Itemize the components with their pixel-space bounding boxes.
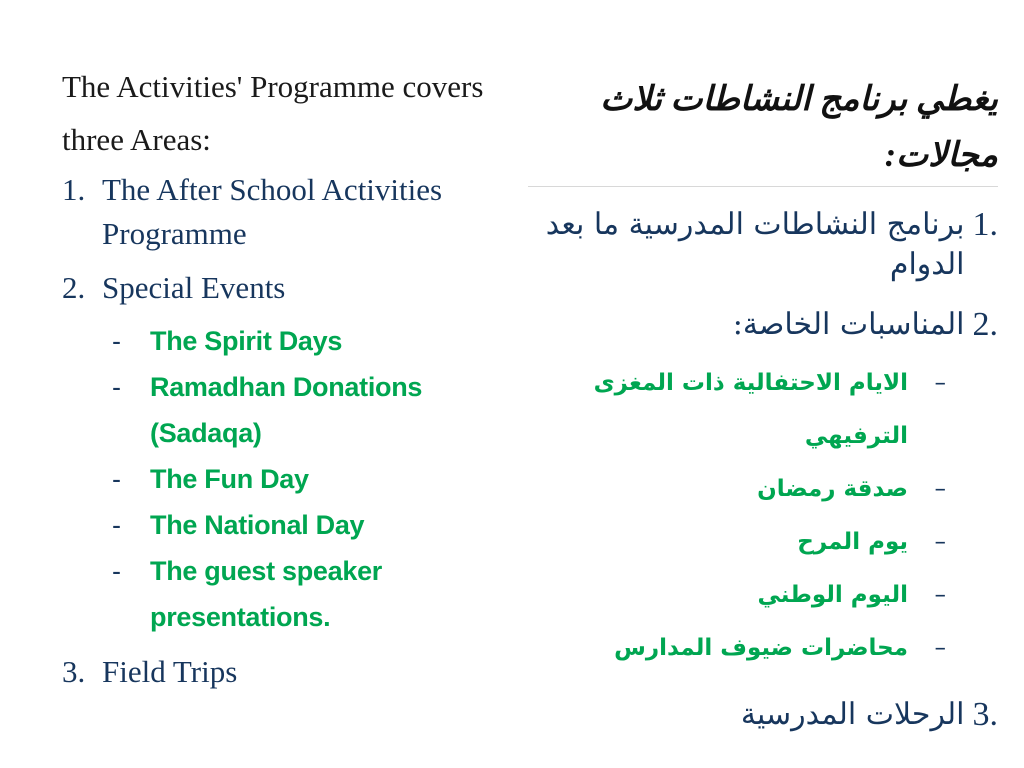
english-intro: The Activities' Programme covers three Areas: [62,69,484,157]
list-item [62,364,532,456]
sub-item-text: The Fun Day [150,464,309,494]
arabic-title: يغطي برنامج النشاطات ثلاث مجالات: [528,72,998,187]
english-item-3 [62,650,532,694]
bullet-dash: - [112,556,121,586]
sub-item-text: يوم المرح [797,529,908,555]
list-item [62,502,532,548]
list-item [62,456,532,502]
bullet-dash: – [934,529,946,555]
item-text: برنامج النشاطات المدرسية ما بعد الدوام [545,207,965,282]
item-number: 1. [62,172,86,207]
english-item-1 [62,168,532,256]
bullet-dash: - [112,464,121,494]
bullet-dash: - [112,372,121,402]
bullet-dash: – [934,370,946,396]
list-item [62,318,532,364]
list-item [62,548,532,640]
bullet-dash: - [112,510,121,540]
arabic-item-2 [528,305,998,345]
list-item [528,516,998,569]
sub-item-text: Ramadhan Donations (Sadaqa) [150,372,423,448]
english-sub-list [62,318,532,640]
list-item [528,357,998,463]
item-text: المناسبات الخاصة: [732,307,965,342]
item-number: 1. [972,206,998,243]
sub-item-text: صدقة رمضان [757,476,908,502]
sub-item-text: The National Day [150,510,365,540]
item-text: Field Trips [102,654,238,689]
english-column [62,60,532,694]
list-item [528,463,998,516]
item-text: Special Events [102,270,286,305]
bullet-dash: – [934,582,946,608]
english-item-2 [62,266,532,310]
bullet-dash: – [934,476,946,502]
item-number: 3. [972,696,998,733]
sub-item-text: محاضرات ضيوف المدارس [614,635,908,661]
arabic-item-1 [528,205,998,285]
arabic-item-3 [528,695,998,735]
sub-item-text: The Spirit Days [150,326,343,356]
item-number: 2. [972,306,998,343]
list-item [528,569,998,622]
list-item [528,622,998,675]
sub-item-text: The guest speaker presentations. [150,556,382,632]
item-text: The After School Activities Programme [102,172,443,251]
bullet-dash: – [934,635,946,661]
arabic-column [528,72,998,735]
sub-item-text: الايام الاحتفالية ذات المغزى الترفيهي [593,370,908,449]
item-number: 2. [62,270,86,305]
item-number: 3. [62,654,86,689]
arabic-sub-list [528,357,998,675]
bullet-dash: - [112,326,121,356]
item-text: الرحلات المدرسية [740,697,965,732]
sub-item-text: اليوم الوطني [757,582,908,608]
